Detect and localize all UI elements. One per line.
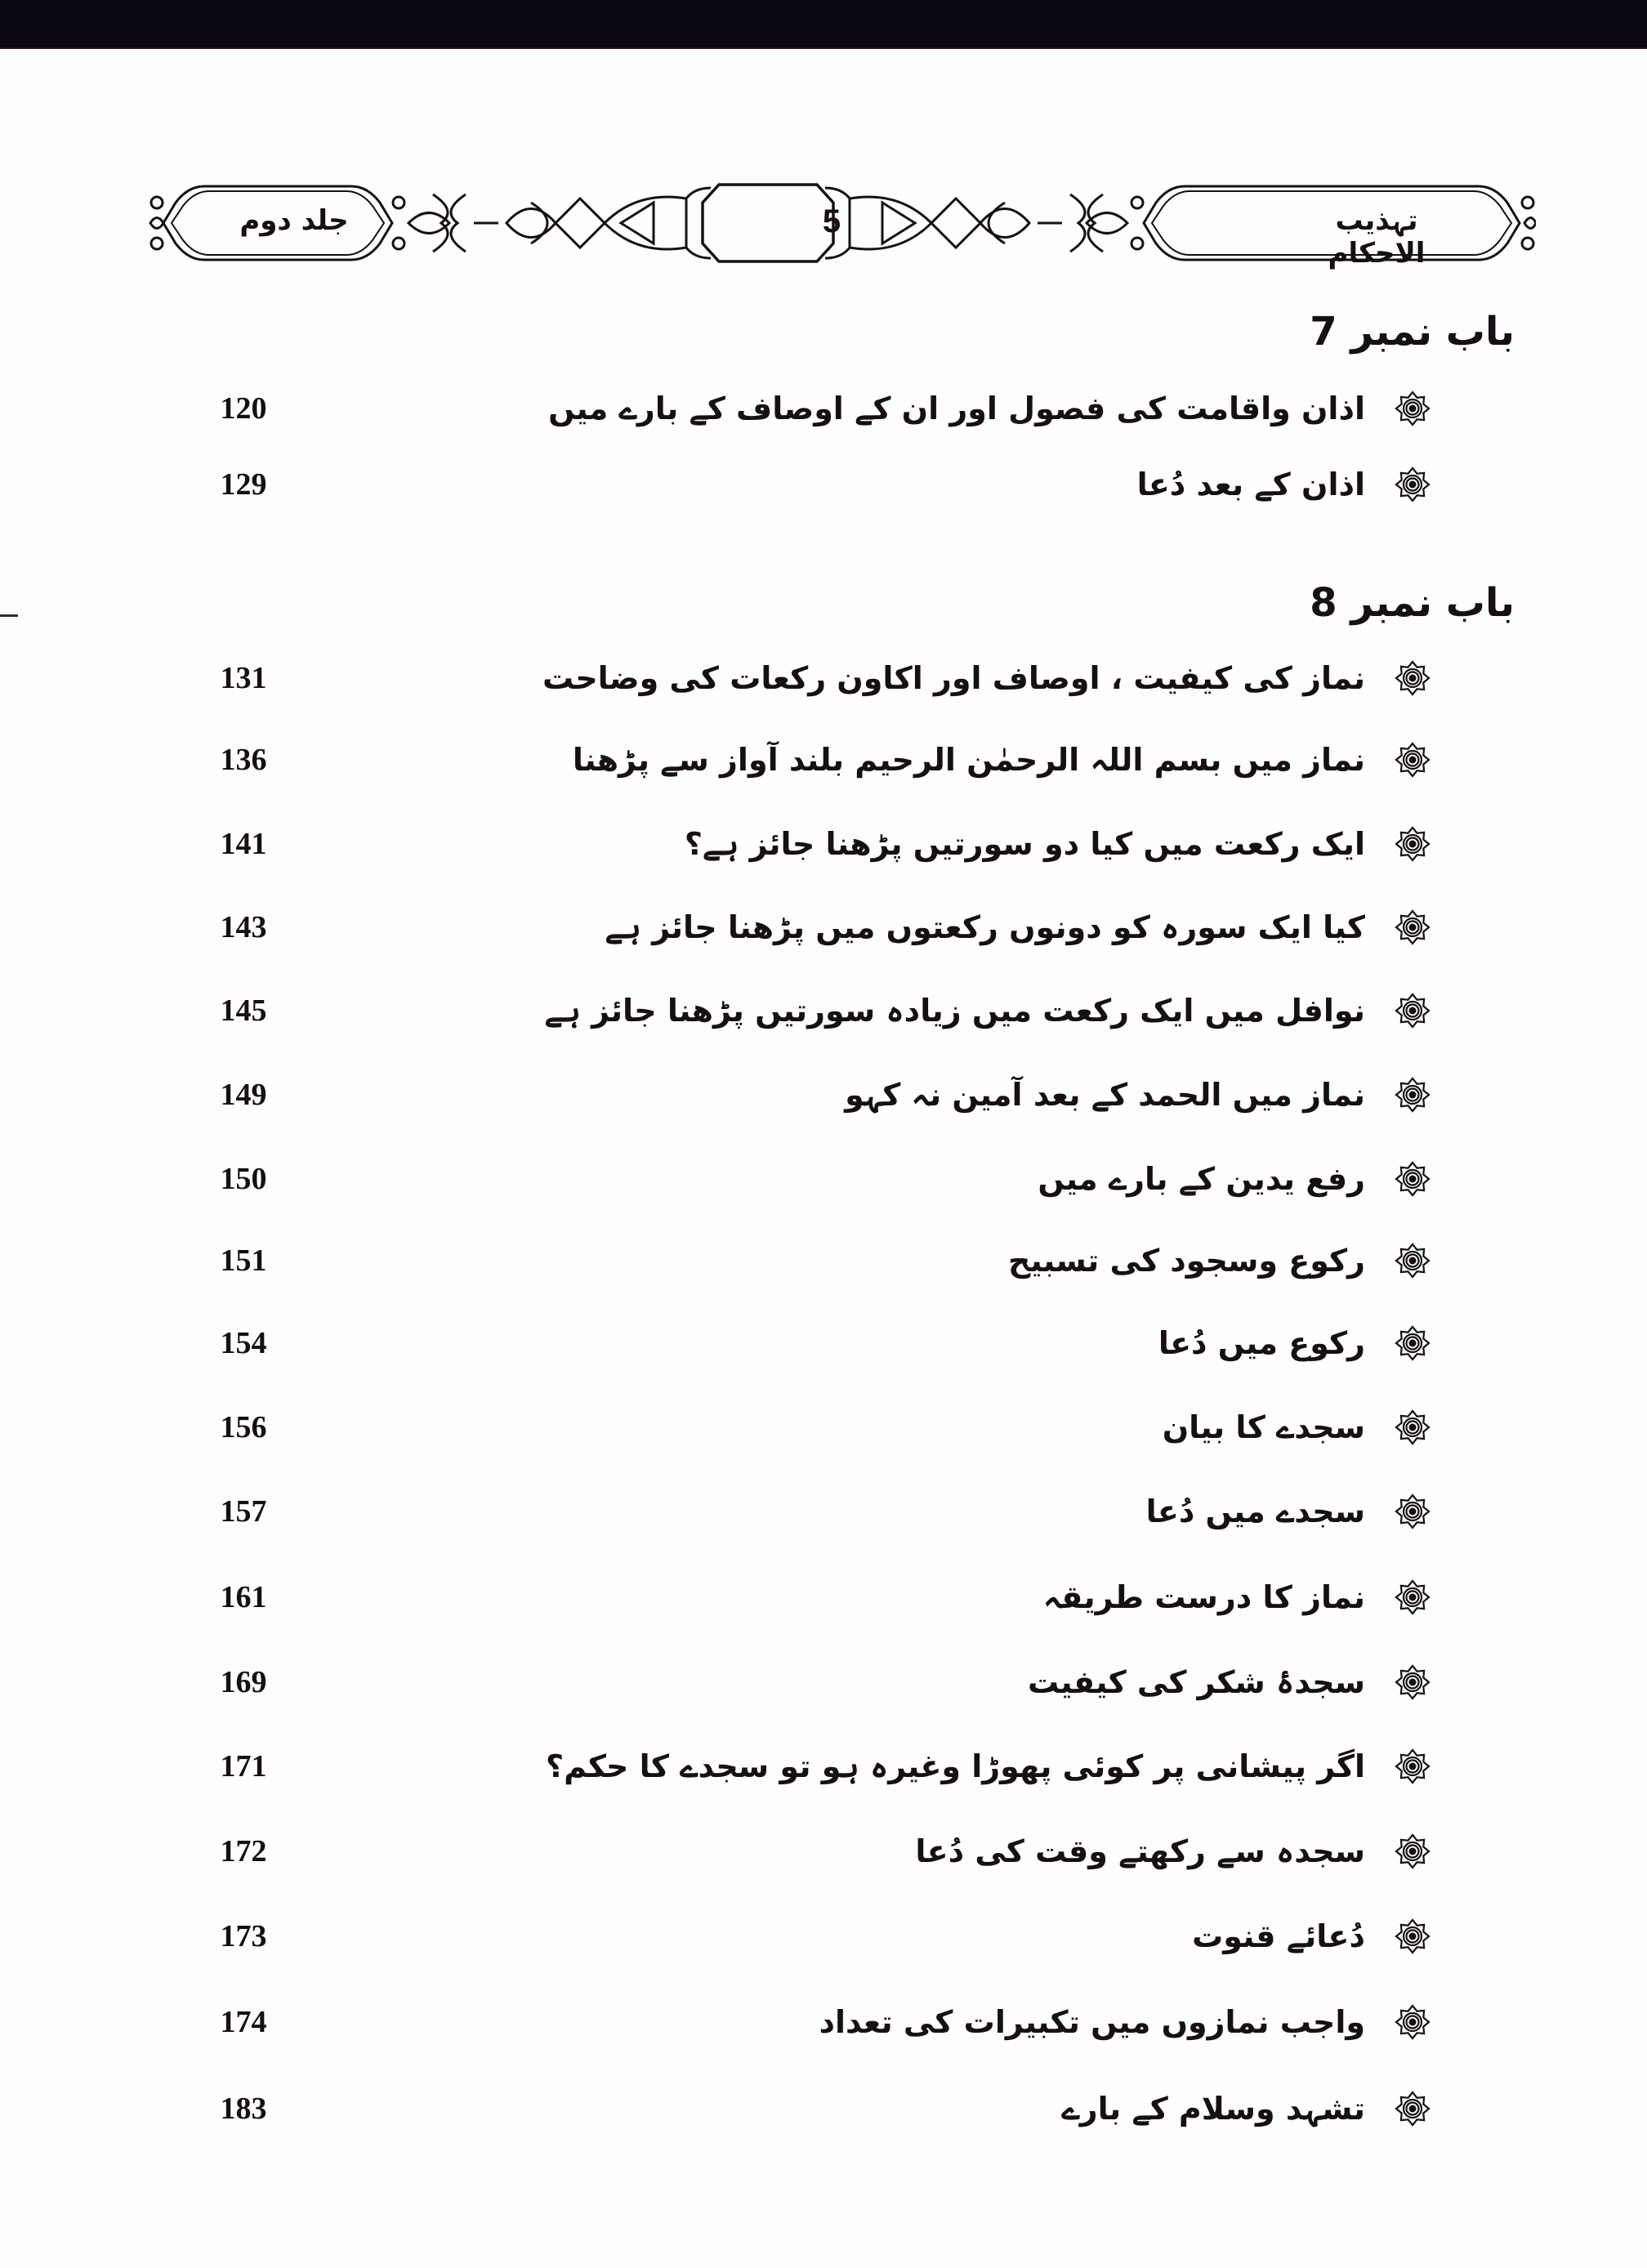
entry-page-number: 173 <box>220 1919 267 1953</box>
entry-page-number: 183 <box>220 2092 267 2126</box>
toc-entry[interactable] <box>0 654 1647 703</box>
toc-entry[interactable] <box>0 1998 1647 2047</box>
entry-page-number: 149 <box>220 1078 267 1112</box>
entry-title: اذان کے بعد دُعا <box>1136 467 1365 502</box>
entry-page-number: 145 <box>220 993 267 1028</box>
rosette-bullet-icon <box>1395 1493 1431 1529</box>
toc-entry[interactable] <box>0 1742 1647 1791</box>
entry-title: رکوع میں دُعا <box>1158 1325 1365 1361</box>
entry-title: رکوع وسجود کی تسبیح <box>1007 1243 1365 1279</box>
rosette-bullet-icon <box>1395 1077 1431 1113</box>
toc-entry[interactable] <box>0 1236 1647 1285</box>
entry-page-number: 150 <box>220 1162 267 1196</box>
toc-entry[interactable] <box>0 1487 1647 1536</box>
entry-page-number: 120 <box>220 391 267 426</box>
entry-page-number: 143 <box>220 910 267 944</box>
page-number: 5 <box>822 203 841 239</box>
entry-title: تشہد وسلام کے بارے <box>1061 2091 1365 2127</box>
entry-title: سجدے کا بیان <box>1162 1409 1365 1445</box>
entry-title: نماز کا درست طریقہ <box>1042 1579 1365 1615</box>
entry-page-number: 151 <box>220 1243 267 1278</box>
entry-title: ایک رکعت میں کیا دو سورتیں پڑھنا جائز ہے؟ <box>684 826 1365 862</box>
rosette-bullet-icon <box>1395 2004 1431 2040</box>
entry-page-number: 141 <box>220 827 267 861</box>
entry-title: رفع یدین کے بارے میں <box>1038 1161 1365 1197</box>
toc-entry[interactable] <box>0 1070 1647 1119</box>
volume-label: جلد دوم <box>239 204 349 237</box>
toc-entry[interactable] <box>0 460 1647 509</box>
entry-title: سجدے میں دُعا <box>1145 1493 1365 1529</box>
entry-page-number: 157 <box>220 1494 267 1529</box>
entry-page-number: 172 <box>220 1834 267 1868</box>
rosette-bullet-icon <box>1395 1243 1431 1279</box>
toc-entry[interactable] <box>0 2084 1647 2133</box>
rosette-bullet-icon <box>1395 1579 1431 1615</box>
book-title: تہذیب الاحکام <box>1328 204 1426 270</box>
entry-title: کیا ایک سورہ کو دونوں رکعتوں میں پڑھنا جائز ہے <box>605 909 1365 945</box>
toc-entry[interactable] <box>0 1154 1647 1203</box>
entry-title: نماز میں بسم اللہ الرحمٰن الرحیم بلند آواز سے پڑھنا <box>572 742 1365 778</box>
chapter-heading: باب نمبر 8 <box>1310 580 1515 626</box>
entry-page-number: 161 <box>220 1580 267 1614</box>
rosette-bullet-icon <box>1395 1918 1431 1954</box>
rosette-bullet-icon <box>1395 742 1431 778</box>
entry-title: اذان واقامت کی فصول اور ان کے اوصاف کے بارے میں <box>548 391 1365 426</box>
chapter-heading: باب نمبر 7 <box>1310 309 1515 355</box>
entry-page-number: 156 <box>220 1410 267 1444</box>
entry-page-number: 169 <box>220 1665 267 1699</box>
toc-entry[interactable] <box>0 1912 1647 1961</box>
entry-page-number: 154 <box>220 1326 267 1360</box>
rosette-bullet-icon <box>1395 1833 1431 1869</box>
entry-page-number: 129 <box>220 467 267 502</box>
entry-title: دُعائے قنوت <box>1192 1918 1365 1954</box>
entry-title: نماز میں الحمد کے بعد آمین نہ کہو <box>845 1077 1365 1113</box>
rosette-bullet-icon <box>1395 1325 1431 1361</box>
rosette-bullet-icon <box>1395 993 1431 1029</box>
toc-entry[interactable] <box>0 986 1647 1035</box>
rosette-bullet-icon <box>1395 467 1431 502</box>
toc-entry[interactable] <box>0 384 1647 433</box>
entry-title: نوافل میں ایک رکعت میں زیادہ سورتیں پڑھنا جائز ہے <box>544 993 1365 1029</box>
toc-entry[interactable] <box>0 903 1647 952</box>
entry-title: نماز کی کیفیت ، اوصاف اور اکاون رکعات کی وضاحت <box>542 660 1365 696</box>
toc-entry[interactable] <box>0 1403 1647 1452</box>
rosette-bullet-icon <box>1395 1161 1431 1197</box>
rosette-bullet-icon <box>1395 1409 1431 1445</box>
entry-page-number: 174 <box>220 2005 267 2039</box>
rosette-bullet-icon <box>1395 1748 1431 1784</box>
entry-page-number: 131 <box>220 661 267 695</box>
rosette-bullet-icon <box>1395 826 1431 862</box>
toc-entry[interactable] <box>0 1827 1647 1876</box>
toc-entry[interactable] <box>0 1319 1647 1368</box>
entry-title: اگر پیشانی پر کوئی پھوڑا وغیرہ ہو تو سجدے کا حکم؟ <box>546 1748 1365 1784</box>
rosette-bullet-icon <box>1395 391 1431 426</box>
toc-entry[interactable] <box>0 1573 1647 1622</box>
toc-entry[interactable] <box>0 819 1647 868</box>
rosette-bullet-icon <box>1395 660 1431 696</box>
rosette-bullet-icon <box>1395 2091 1431 2127</box>
rosette-bullet-icon <box>1395 909 1431 945</box>
toc-entry[interactable] <box>0 735 1647 784</box>
entry-title: سجدۂ شکر کی کیفیت <box>1027 1664 1365 1700</box>
entry-page-number: 136 <box>220 743 267 777</box>
rosette-bullet-icon <box>1395 1664 1431 1700</box>
entry-title: واجب نمازوں میں تکبیرات کی تعداد <box>819 2004 1365 2040</box>
entry-page-number: 171 <box>220 1749 267 1784</box>
toc-entry[interactable] <box>0 1658 1647 1707</box>
entry-title: سجدہ سے رکھتے وقت کی دُعا <box>915 1833 1365 1869</box>
